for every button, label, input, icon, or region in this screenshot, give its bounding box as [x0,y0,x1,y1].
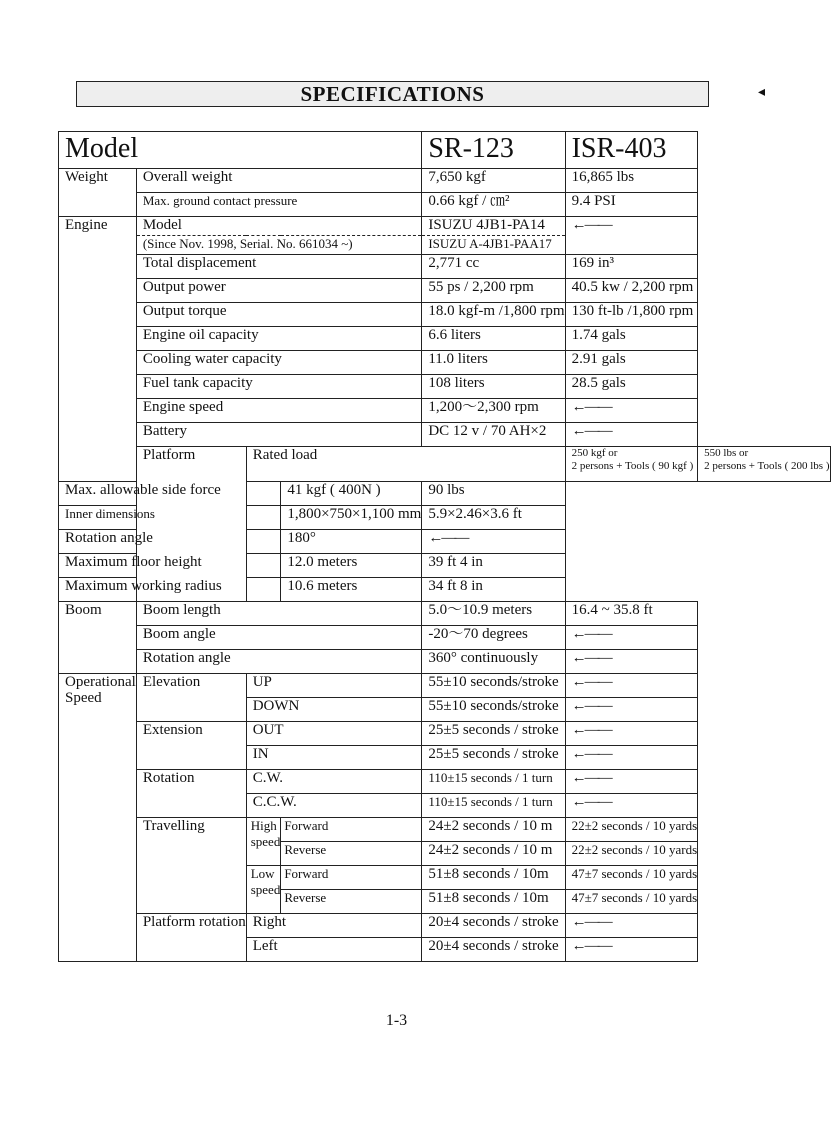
row-label: Rotation [136,770,246,818]
isr-rated-load-line-2: 2 persons + Tools ( 200 lbs ) [704,460,830,472]
row-label: (Since Nov. 1998, Serial. No. 661034 ~) [136,236,422,255]
sr-value: 41 kgf ( 400N ) [281,482,422,506]
sr-value: 1,800×750×1,100 mm [281,506,422,530]
isr-value: 40.5 kw / 2,200 rpm [565,279,698,303]
direction-label: IN [246,746,422,770]
direction-label: Forward [281,866,422,890]
group-engine: Engine [59,217,137,482]
speed-low-line-1: Low [250,866,275,881]
row-label: Rotation angle [136,650,422,674]
table-row [59,375,831,399]
sr-value: 12.0 meters [281,554,422,578]
direction-label: Reverse [281,890,422,914]
sr-value: 55 ps / 2,200 rpm [422,279,565,303]
row-label: Max. allowable side force [59,482,281,506]
sr-value: 2,771 cc [422,255,565,279]
table-row [59,193,831,217]
table-row [59,602,831,626]
group-operational-line-2: Speed [65,690,102,706]
same-as-left-arrow-icon: ←—— [565,746,698,770]
isr-rated-load-line-1: 550 lbs or [704,447,749,459]
direction-label: UP [246,674,422,698]
row-label: Model [136,217,422,236]
margin-marker-icon: ◂ [758,85,766,100]
sr-value: 55±10 seconds/stroke [422,698,565,722]
isr-value: 47±7 seconds / 10 yards [565,866,698,890]
isr-value: 22±2 seconds / 10 yards [565,818,698,842]
sr-rated-load-line-1: 250 kgf or [571,447,618,459]
table-row [59,650,831,674]
sr-value [565,447,698,482]
sr-value: DC 12 v / 70 AH×2 [422,423,565,447]
direction-label: Forward [281,818,422,842]
speed-label-low [246,866,281,914]
sr-value: 7,650 kgf [422,169,565,193]
direction-label: C.W. [246,770,422,794]
direction-label: Reverse [281,842,422,866]
speed-high-line-2: speed [250,834,281,849]
same-as-left-arrow-icon: ←—— [565,674,698,698]
row-label: Maximum working radius [59,578,281,602]
row-label: Travelling [136,818,246,914]
same-as-left-arrow-icon: ←—— [565,698,698,722]
isr-value: 47±7 seconds / 10 yards [565,890,698,914]
direction-label: OUT [246,722,422,746]
row-label: Fuel tank capacity [136,375,422,399]
same-as-left-arrow-icon: ←—— [565,626,698,650]
speed-label-high [246,818,281,866]
table-row [59,236,831,255]
table-row [59,303,831,327]
isr-value: 16.4 ~ 35.8 ft [565,602,698,626]
table-row [59,914,831,938]
same-as-left-arrow-icon: ←—— [565,399,698,423]
row-label: Cooling water capacity [136,351,422,375]
sr-value: 110±15 seconds / 1 turn [422,770,565,794]
group-boom: Boom [59,602,137,674]
sr-value: -20〜70 degrees [422,626,565,650]
isr-value: 130 ft-lb /1,800 rpm [565,303,698,327]
isr-value: 5.9×2.46×3.6 ft [422,506,565,530]
sr-value: 6.6 liters [422,327,565,351]
sr-value: ISUZU A-4JB1-PAA17 [422,236,565,255]
same-as-left-arrow-icon: ←—— [565,217,698,255]
table-row [59,217,831,236]
table-row [59,351,831,375]
isr-value: 169 in³ [565,255,698,279]
specifications-grid [58,131,831,962]
same-as-left-arrow-icon: ←—— [565,423,698,447]
same-as-left-arrow-icon: ←—— [565,914,698,938]
table-row [59,279,831,303]
same-as-left-arrow-icon: ←—— [565,722,698,746]
model-sr123: SR-123 [422,132,565,169]
isr-value: 16,865 lbs [565,169,698,193]
isr-value [698,447,830,482]
row-label: Output torque [136,303,422,327]
direction-label: Right [246,914,422,938]
table-row [59,399,831,423]
sr-value: 55±10 seconds/stroke [422,674,565,698]
sr-value: 5.0〜10.9 meters [422,602,565,626]
sr-value: 51±8 seconds / 10m [422,890,565,914]
row-label: Engine oil capacity [136,327,422,351]
sr-value: 1,200〜2,300 rpm [422,399,565,423]
section-title: SPECIFICATIONS [300,82,485,106]
table-row [59,530,831,554]
sr-value: 20±4 seconds / stroke [422,914,565,938]
sr-value: 10.6 meters [281,578,422,602]
section-title-box [76,81,709,107]
group-operational-line-1: Operational [65,674,136,690]
table-row [59,818,831,842]
isr-value: 39 ft 4 in [422,554,565,578]
row-label: Boom length [136,602,422,626]
sr-value: ISUZU 4JB1-PA14 [422,217,565,236]
row-label: Output power [136,279,422,303]
row-label: Elevation [136,674,246,722]
same-as-left-arrow-icon: ←—— [565,650,698,674]
sr-value: 180° [281,530,422,554]
row-label: Boom angle [136,626,422,650]
isr-value: 34 ft 8 in [422,578,565,602]
sr-rated-load-line-2: 2 persons + Tools ( 90 kgf ) [571,460,694,472]
sr-value: 24±2 seconds / 10 m [422,818,565,842]
table-row [59,506,831,530]
row-label: Engine speed [136,399,422,423]
sr-value: 25±5 seconds / stroke [422,746,565,770]
row-label: Inner dimensions [59,506,281,530]
direction-label: C.C.W. [246,794,422,818]
row-label: Rated load [246,447,565,482]
table-row [59,447,831,482]
sr-value: 110±15 seconds / 1 turn [422,794,565,818]
group-weight: Weight [59,169,137,217]
same-as-left-arrow-icon: ←—— [565,938,698,962]
sr-value: 51±8 seconds / 10m [422,866,565,890]
direction-label: DOWN [246,698,422,722]
sr-value: 0.66 kgf / ㎝² [422,193,565,217]
group-platform: Platform [136,447,246,602]
row-label: Platform rotation [136,914,246,962]
sr-value: 108 liters [422,375,565,399]
table-row [59,626,831,650]
table-row [59,482,831,506]
same-as-left-arrow-icon: ←—— [422,530,565,554]
isr-value: 22±2 seconds / 10 yards [565,842,698,866]
group-operational-speed [59,674,137,962]
row-label: Rotation angle [59,530,281,554]
table-row [59,554,831,578]
row-label: Battery [136,423,422,447]
table-row [59,578,831,602]
sr-value: 360° continuously [422,650,565,674]
isr-value: 90 lbs [422,482,565,506]
table-row [59,132,831,169]
sr-value: 20±4 seconds / stroke [422,938,565,962]
page-number: 1-3 [385,1012,408,1029]
model-label: Model [59,132,422,169]
sr-value: 25±5 seconds / stroke [422,722,565,746]
isr-value: 28.5 gals [565,375,698,399]
sr-value: 24±2 seconds / 10 m [422,842,565,866]
isr-value: 9.4 PSI [565,193,698,217]
speed-low-line-2: speed [250,882,281,897]
row-label: Extension [136,722,246,770]
speed-high-line-1: High [250,818,277,833]
row-label: Max. ground contact pressure [136,193,422,217]
sr-value: 11.0 liters [422,351,565,375]
model-isr403: ISR-403 [565,132,698,169]
sr-value: 18.0 kgf-m /1,800 rpm [422,303,565,327]
table-row [59,722,831,746]
same-as-left-arrow-icon: ←—— [565,794,698,818]
row-label: Overall weight [136,169,422,193]
table-row [59,770,831,794]
table-row [59,327,831,351]
table-row [59,423,831,447]
row-label: Maximum floor height [59,554,281,578]
isr-value: 2.91 gals [565,351,698,375]
table-row [59,169,831,193]
row-label: Total displacement [136,255,422,279]
table-row [59,255,831,279]
same-as-left-arrow-icon: ←—— [565,770,698,794]
direction-label: Left [246,938,422,962]
table-row [59,674,831,698]
isr-value: 1.74 gals [565,327,698,351]
